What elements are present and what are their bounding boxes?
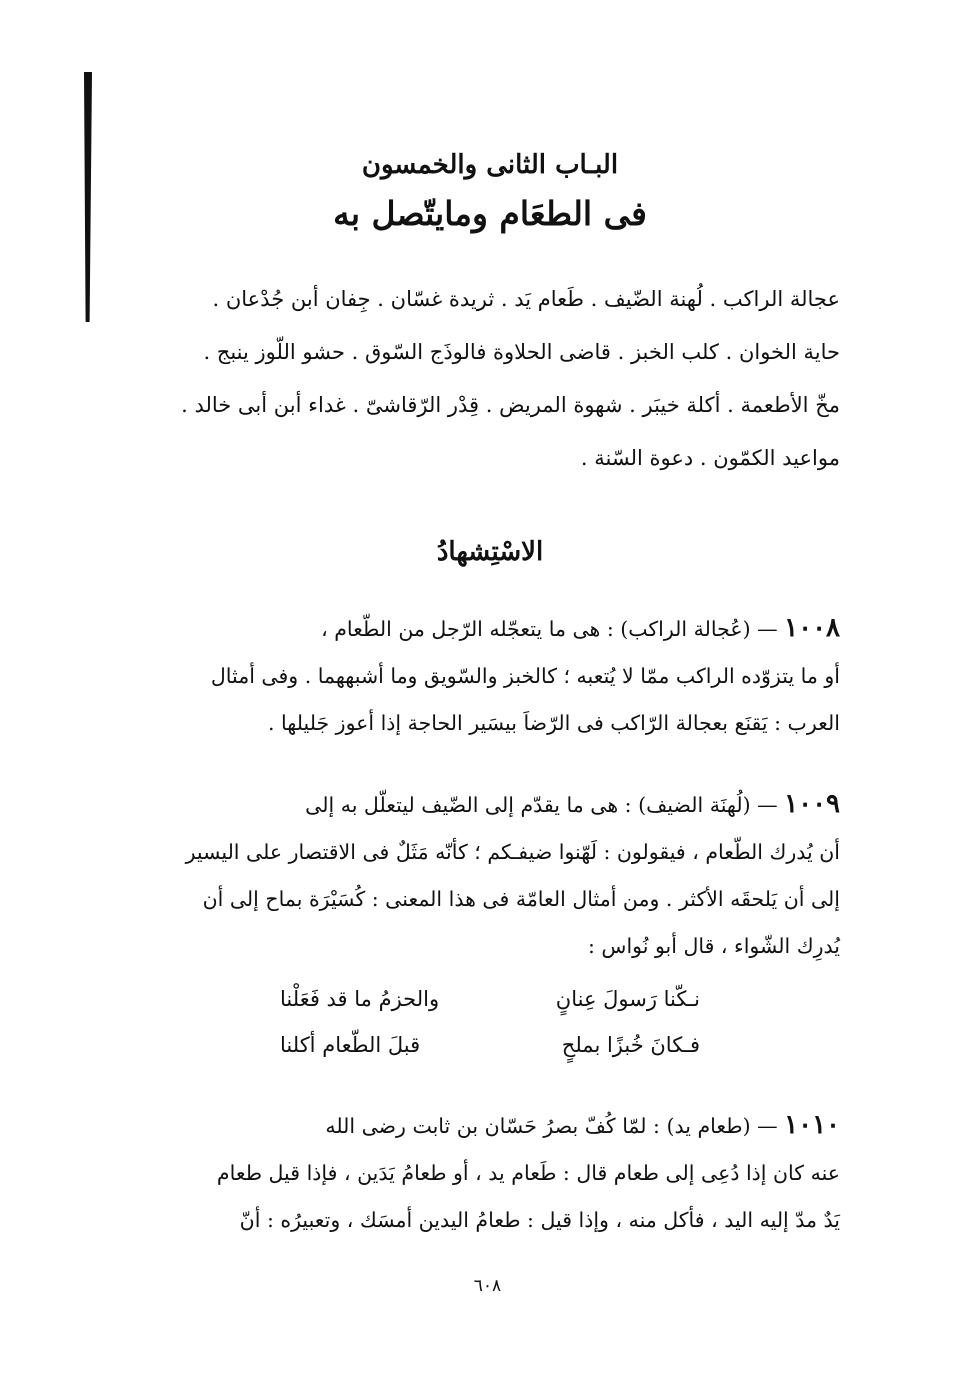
topics-list xyxy=(140,273,840,485)
verse-line xyxy=(280,1022,700,1068)
entry-line: العرب : يَقنَع بعجالة الرّاكب فى الرّضاَ بيسَير الحاجة إذا أعوز جَليلها . xyxy=(268,711,840,735)
binding-edge-mark xyxy=(84,72,92,322)
entry-line: أن يُدرك الطّعام ، فيقولون : لَهّنوا ضيفـكم ؛ كأنّه مَثَلٌ فى الاقتصار على اليسير xyxy=(185,840,840,864)
entry-line: يَدٌ مدّ إليه اليد ، فأكل منه ، وإذا قيل : طعامُ اليدين أمسَك ، وتعبيرُه : أنّ xyxy=(239,1208,840,1232)
verse-line xyxy=(280,976,700,1022)
entry-number: ١٠٠٨ xyxy=(784,613,840,643)
verse-first-hemistich: فـكانَ خُبزًا بملحٍ xyxy=(561,1033,700,1057)
entry-text: — (طعام يد) : لمّا كُفّ بصرُ حَسّان بن ثابت رضى الله xyxy=(325,1114,778,1138)
entry-number: ١٠٠٩ xyxy=(784,789,840,819)
entry-line: أو ما يتزوّده الراكب ممّا لا يُتعبه ؛ كالخبز والسّويق وما أشبههما . وفى أمثال xyxy=(210,664,840,688)
chapter-title: فى الطعَام ومايتّصل به xyxy=(333,194,647,233)
page-body xyxy=(140,150,840,1278)
chapter-number: البـاب الثانى والخمسون xyxy=(361,150,619,180)
entry-first-line xyxy=(140,605,840,653)
entry-text: — (عُجالة الراكب) : هى ما يتعجّله الرّجل من الطّعام ، xyxy=(321,617,778,641)
topics-line: عجالة الراكب . لُهنة الضّيف . طَعام يَد . ثريدة غسّان . جِفان أبن جُدْعان . xyxy=(212,287,840,311)
entry-number: ١٠١٠ xyxy=(784,1110,840,1140)
entry-1008 xyxy=(140,605,840,747)
page-number: ٦٠٨ xyxy=(473,1276,502,1296)
verse-second-hemistich: والحزمُ ما قد فَعَلْنا xyxy=(280,987,440,1011)
entry-line: يُدرِك الشّواء ، قال أبو نُواس : xyxy=(588,934,840,958)
topics-line: حاية الخوان . كلب الخبز . قاضى الحلاوة فالوذَج السّوق . حشو اللّوز ينبج . xyxy=(203,340,840,364)
topics-line: مواعيد الكمّون . دعوة السّنة . xyxy=(580,446,840,470)
verse-second-hemistich: قبلَ الطّعام أكلنا xyxy=(280,1033,421,1057)
section-heading: الاسْتِشهادُ xyxy=(436,537,544,567)
entry-1009 xyxy=(140,781,840,1068)
topics-line: مخّ الأطعمة . أكلة خيبَر . شهوة المريض . قِدْر الرّقاشىّ . غداء أبن أبى خالد . xyxy=(181,393,840,417)
entry-first-line xyxy=(140,1102,840,1150)
entry-first-line xyxy=(140,781,840,829)
poem-verses xyxy=(280,976,700,1068)
entry-line: إلى أن يَلحقَه الأكثر . ومن أمثال العامّة فى هذا المعنى : كُسَيْرَة بماح إلى أن xyxy=(202,887,840,911)
entry-line: عنه كان إذا دُعِى إلى طعام قال : طَعام يد ، أو طعامُ يَدَين ، فإذا قيل طعام xyxy=(216,1161,840,1185)
entry-1010 xyxy=(140,1102,840,1244)
entry-text: — (لُهنَة الضيف) : هى ما يقدّم إلى الضّيف ليتعلّل به إلى xyxy=(305,793,778,817)
verse-first-hemistich: نـكّنا رَسولَ عِنانٍ xyxy=(555,987,700,1011)
